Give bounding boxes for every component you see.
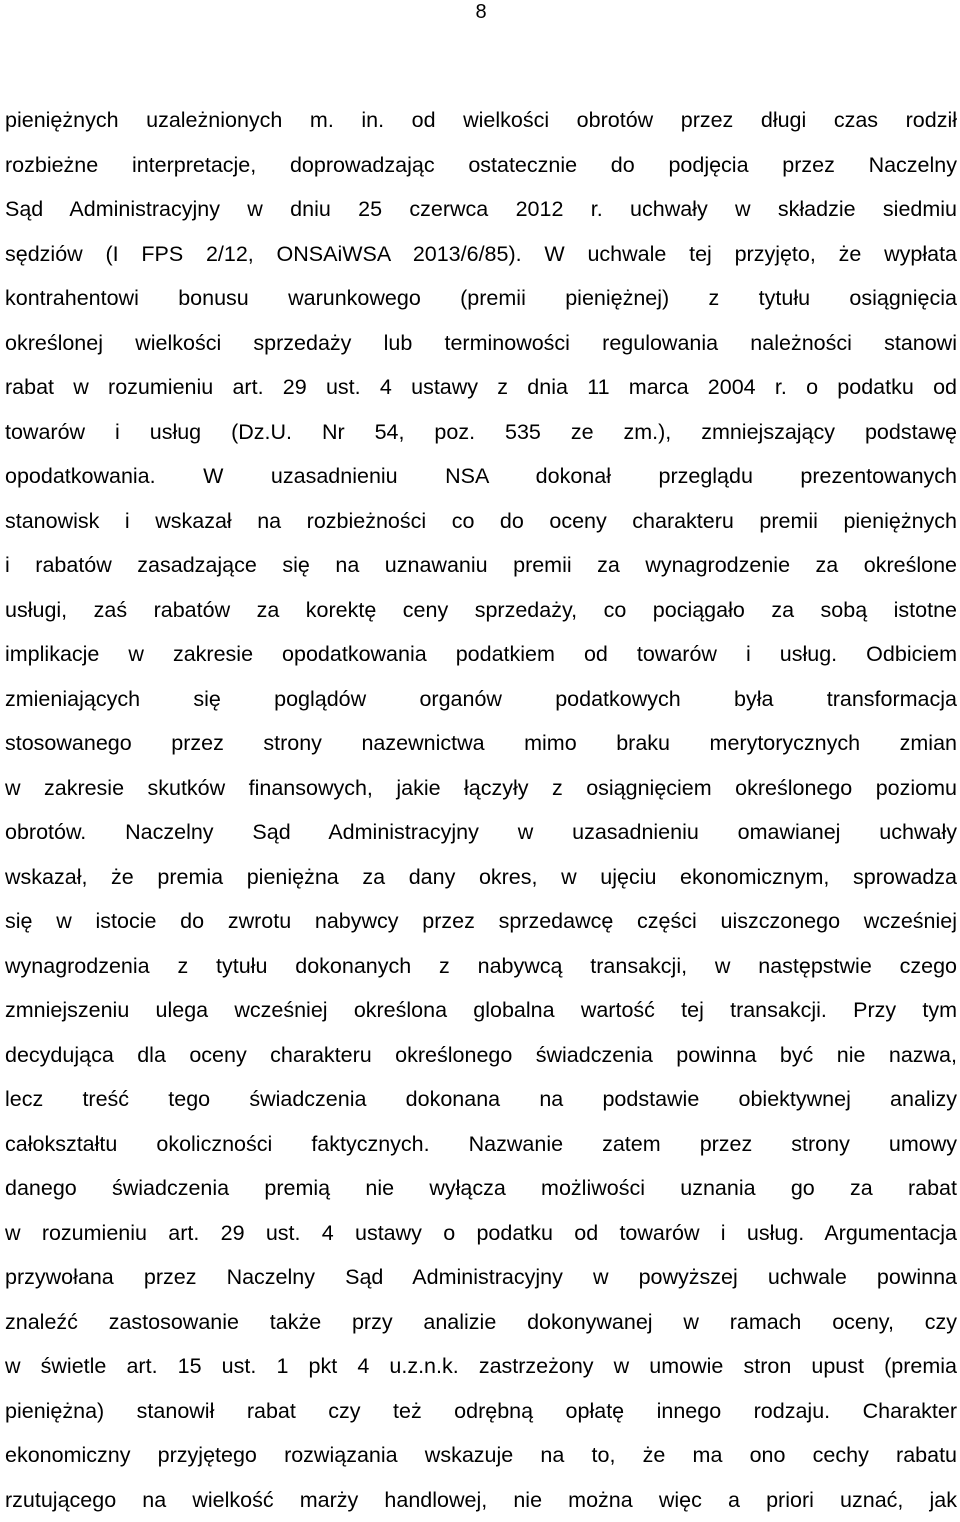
text-line: w rozumieniu art. 29 ust. 4 ustawy o podatku od towarów i usług. Argumentacja: [5, 1211, 957, 1256]
text-line: rabat w rozumieniu art. 29 ust. 4 ustawy z dnia 11 marca 2004 r. o podatku od: [5, 365, 957, 410]
text-line: wskazał, że premia pieniężna za dany okres, w ujęciu ekonomicznym, sprowadza: [5, 855, 957, 900]
text-line: towarów i usług (Dz.U. Nr 54, poz. 535 ze zm.), zmniejszający podstawę: [5, 410, 957, 455]
text-line: zmieniających się poglądów organów podatkowych była transformacja: [5, 677, 957, 722]
text-line: w zakresie skutków finansowych, jakie łączyły z osiągnięciem określonego poziomu: [5, 766, 957, 811]
text-line: znaleźć zastosowanie także przy analizie dokonywanej w ramach oceny, czy: [5, 1300, 957, 1345]
text-line: rzutującego na wielkość marży handlowej, nie można więc a priori uznać, jak: [5, 1478, 957, 1522]
page-number: 8: [466, 0, 496, 24]
text-line: przywołana przez Naczelny Sąd Administracyjny w powyższej uchwale powinna: [5, 1255, 957, 1300]
text-line: opodatkowania. W uzasadnieniu NSA dokonał przeglądu prezentowanych: [5, 454, 957, 499]
text-line: danego świadczenia premią nie wyłącza możliwości uznania go za rabat: [5, 1166, 957, 1211]
text-line: określonej wielkości sprzedaży lub terminowości regulowania należności stanowi: [5, 321, 957, 366]
text-line: lecz treść tego świadczenia dokonana na podstawie obiektywnej analizy: [5, 1077, 957, 1122]
text-line: wynagrodzenia z tytułu dokonanych z nabywcą transakcji, w następstwie czego: [5, 944, 957, 989]
body-paragraph: [5, 98, 957, 1522]
text-line: stosowanego przez strony nazewnictwa mimo braku merytorycznych zmian: [5, 721, 957, 766]
text-line: sędziów (I FPS 2/12, ONSAiWSA 2013/6/85). W uchwale tej przyjęto, że wypłata: [5, 232, 957, 277]
text-line: zmniejszeniu ulega wcześniej określona globalna wartość tej transakcji. Przy tym: [5, 988, 957, 1033]
text-line: Sąd Administracyjny w dniu 25 czerwca 2012 r. uchwały w składzie siedmiu: [5, 187, 957, 232]
text-line: decydująca dla oceny charakteru określonego świadczenia powinna być nie nazwa,: [5, 1033, 957, 1078]
text-line: pieniężnych uzależnionych m. in. od wielkości obrotów przez długi czas rodził: [5, 98, 957, 143]
text-line: ekonomiczny przyjętego rozwiązania wskazuje na to, że ma ono cechy rabatu: [5, 1433, 957, 1478]
text-line: całokształtu okoliczności faktycznych. Nazwanie zatem przez strony umowy: [5, 1122, 957, 1167]
text-line: w świetle art. 15 ust. 1 pkt 4 u.z.n.k. zastrzeżony w umowie stron upust (premia: [5, 1344, 957, 1389]
text-line: się w istocie do zwrotu nabywcy przez sprzedawcę części uiszczonego wcześniej: [5, 899, 957, 944]
text-line: implikacje w zakresie opodatkowania podatkiem od towarów i usług. Odbiciem: [5, 632, 957, 677]
text-line: kontrahentowi bonusu warunkowego (premii pieniężnej) z tytułu osiągnięcia: [5, 276, 957, 321]
text-line: obrotów. Naczelny Sąd Administracyjny w uzasadnieniu omawianej uchwały: [5, 810, 957, 855]
text-line: rozbieżne interpretacje, doprowadzając ostatecznie do podjęcia przez Naczelny: [5, 143, 957, 188]
text-line: usługi, zaś rabatów za korektę ceny sprzedaży, co pociągało za sobą istotne: [5, 588, 957, 633]
text-line: i rabatów zasadzające się na uznawaniu premii za wynagrodzenie za określone: [5, 543, 957, 588]
text-line: stanowisk i wskazał na rozbieżności co do oceny charakteru premii pieniężnych: [5, 499, 957, 544]
text-line: pieniężna) stanowił rabat czy też odrębną opłatę innego rodzaju. Charakter: [5, 1389, 957, 1434]
